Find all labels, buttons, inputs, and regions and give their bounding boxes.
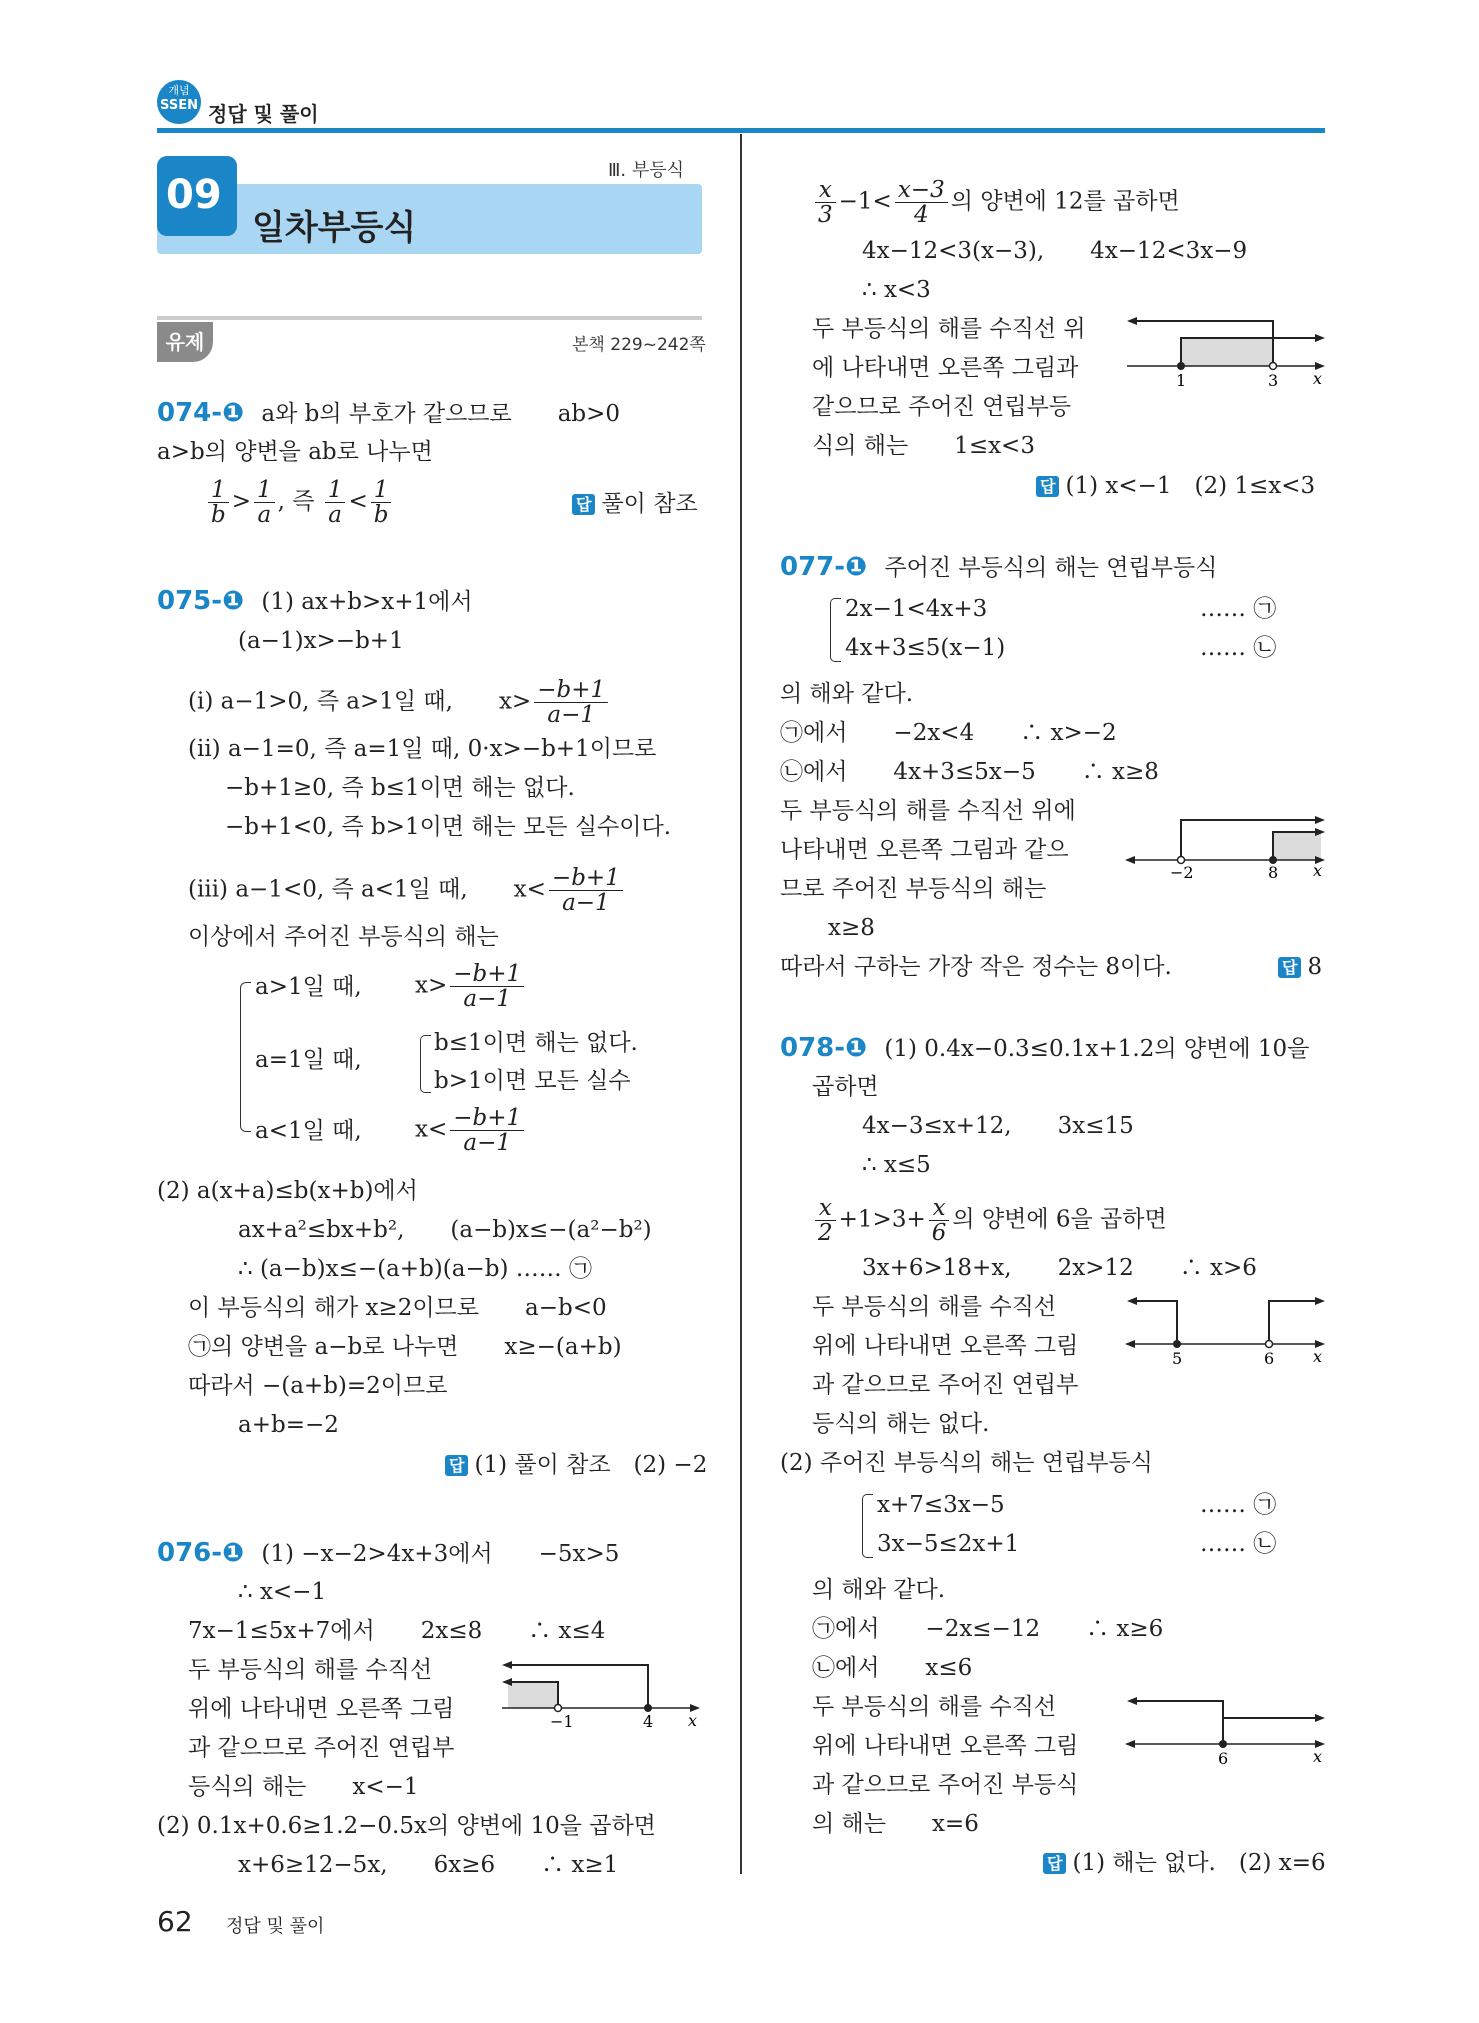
svg-text:1: 1 <box>1176 371 1187 390</box>
problem-076-t1: 두 부등식의 해를 수직선 <box>188 1657 433 1683</box>
problem-078-line5: 3x+6>18+x, 2x>12 ∴ x>6 <box>862 1255 1257 1281</box>
problem-075-p2-7: a+b=−2 <box>238 1412 339 1438</box>
problem-077-t3: 므로 주어진 부등식의 해는 <box>780 876 1047 902</box>
problem-078-line2: 곱하면 <box>812 1074 879 1100</box>
column-divider <box>740 134 742 1874</box>
number-line-076-1 <box>500 1650 710 1730</box>
problem-077-line1: 077-❶ 주어진 부등식의 해는 연립부등식 <box>780 552 1218 582</box>
problem-075-line1: 075-❶ (1) ax+b>x+1에서 <box>157 586 473 616</box>
number-line-076-2 <box>1125 306 1335 396</box>
problem-077-sys2: 4x+3≤5(x−1) <box>845 635 1006 661</box>
problem-077-answer: 답 8 <box>1278 952 1322 983</box>
problem-076-t8: 식의 해는 1≤x<3 <box>812 433 1035 459</box>
problem-076-t7: 같으므로 주어진 연립부등 <box>812 394 1072 420</box>
problem-074-fractions: $\frac{1}{b}$ > $\frac{1}{a}$ , 즉 $\frac{1}{a}$ < $\frac{1}{b}$ <box>205 478 394 527</box>
problem-078-answer: 답 (1) 해는 없다. (2) x=6 <box>1043 1848 1326 1879</box>
svg-text:8: 8 <box>1268 863 1279 880</box>
section-badge: 유제 <box>157 322 213 362</box>
problem-075-p2-5: ㉠의 양변을 a−b로 나누면 x≥−(a+b) <box>188 1334 622 1360</box>
problem-076-line4: (2) 0.1x+0.6≥1.2−0.5x의 양변에 10을 곱하면 <box>157 1813 656 1839</box>
problem-076-line5: x+6≥12−5x, 6x≥6 ∴ x≥1 <box>238 1852 619 1878</box>
problem-076-r2: 4x−12<3(x−3), 4x−12<3x−9 <box>862 238 1248 264</box>
problem-075-s1-val: x> $\frac{-b+1}{a-1}$ <box>415 962 527 1011</box>
number-line-078-2 <box>1125 1686 1335 1766</box>
problem-078-label: 078-❶ <box>780 1033 868 1063</box>
problem-076-r3: ∴ x<3 <box>862 277 931 303</box>
problem-075-case2b: −b+1≥0, 즉 b≤1이면 해는 없다. <box>225 775 575 801</box>
problem-075-inner-brace <box>420 1035 431 1093</box>
problem-075-p2-3: ∴ (a−b)x≤−(a+b)(a−b) …… ㉠ <box>238 1256 593 1282</box>
problem-075-p2-2: ax+a²≤bx+b², (a−b)x≤−(a²−b²) <box>238 1217 652 1243</box>
problem-078-sys2: 3x−5≤2x+1 <box>877 1531 1020 1557</box>
problem-078-tag2: …… ㉡ <box>1200 1531 1277 1557</box>
problem-078-t3: 과 같으므로 주어진 연립부 <box>812 1372 1079 1398</box>
header-logo <box>157 80 201 124</box>
problem-075-summary: 이상에서 주어진 부등식의 해는 <box>188 924 499 950</box>
problem-076-answer: 답 (1) x<−1 (2) 1≤x<3 <box>1036 471 1315 502</box>
header-title: 정답 및 풀이 <box>208 102 319 126</box>
problem-078-tag1: …… ㉠ <box>1200 1492 1277 1518</box>
problem-078-line7: 의 해와 같다. <box>812 1577 946 1603</box>
svg-text:6: 6 <box>1264 1349 1275 1366</box>
problem-078-line4: ∴ x≤5 <box>862 1152 931 1178</box>
svg-text:x: x <box>1313 1347 1323 1366</box>
problem-077-tag1: …… ㉠ <box>1200 596 1277 622</box>
problem-075-case1: (ⅰ) a−1>0, 즉 a>1일 때, x> $\frac{-b+1}{a-1}$ <box>188 678 611 727</box>
number-line-078-1 <box>1125 1286 1335 1366</box>
problem-075-s1: a>1일 때, <box>255 974 362 1000</box>
problem-078-t2: 위에 나타내면 오른쪽 그림 <box>812 1333 1079 1359</box>
problem-074-text1: a와 b의 부호가 같으므로 ab>0 <box>261 401 621 427</box>
problem-078-line1: 078-❶ (1) 0.4x−0.3≤0.1x+1.2의 양변에 10을 <box>780 1033 1310 1063</box>
problem-076-t2: 위에 나타내면 오른쪽 그림 <box>188 1696 455 1722</box>
problem-077-t2: 나타내면 오른쪽 그림과 같으 <box>780 837 1069 863</box>
logo-bottom-text: SSEN <box>160 98 198 113</box>
problem-078-line3: 4x−3≤x+12, 3x≤15 <box>862 1113 1134 1139</box>
problem-077-t4: x≥8 <box>828 915 875 941</box>
problem-076-line1: 076-❶ (1) −x−2>4x+3에서 −5x>5 <box>157 1538 620 1568</box>
problem-076-t6: 에 나타내면 오른쪽 그림과 <box>812 355 1079 381</box>
problem-075-s2a: b≤1이면 해는 없다. <box>434 1030 638 1056</box>
page-number: 62 <box>157 1905 193 1938</box>
svg-text:x: x <box>1313 369 1323 388</box>
problem-075-case2c: −b+1<0, 즉 b>1이면 해는 모든 실수이다. <box>225 814 672 840</box>
problem-075-brace <box>240 982 251 1132</box>
problem-077-line4: ㉡에서 4x+3≤5x−5 ∴ x≥8 <box>780 759 1159 785</box>
problem-077-brace <box>830 598 841 662</box>
problem-076-line2: ∴ x<−1 <box>238 1579 327 1605</box>
svg-text:x: x <box>1313 861 1323 880</box>
problem-078-t6: 위에 나타내면 오른쪽 그림 <box>812 1733 1079 1759</box>
problem-078-line9: ㉡에서 x≤6 <box>812 1655 973 1681</box>
problem-076-t4: 등식의 해는 x<−1 <box>188 1774 419 1800</box>
section-rule <box>157 316 702 320</box>
problem-077-line5: 따라서 구하는 가장 작은 정수는 8이다. <box>780 954 1172 980</box>
problem-077-line3: ㉠에서 −2x<4 ∴ x>−2 <box>780 720 1117 746</box>
footer-label: 정답 및 풀이 <box>226 1916 325 1937</box>
problem-075-s2: a=1일 때, <box>255 1047 362 1073</box>
problem-075-answer: 답 (1) 풀이 참조 (2) −2 <box>445 1450 707 1481</box>
problem-077-t1: 두 부등식의 해를 수직선 위에 <box>780 798 1076 824</box>
chapter-banner <box>157 184 702 254</box>
svg-text:3: 3 <box>1268 371 1279 390</box>
svg-text:−1: −1 <box>550 1712 574 1730</box>
problem-077-tag2: …… ㉡ <box>1200 635 1277 661</box>
problem-074-label: 074-❶ <box>157 398 245 428</box>
number-line-077 <box>1125 800 1335 880</box>
problem-074-line2: a>b의 양변을 ab로 나누면 <box>157 439 433 465</box>
problem-075-line2: (a−1)x>−b+1 <box>238 628 404 654</box>
svg-text:5: 5 <box>1172 1349 1183 1366</box>
svg-text:x: x <box>1313 1747 1323 1766</box>
problem-076-line3: 7x−1≤5x+7에서 2x≤8 ∴ x≤4 <box>188 1618 606 1644</box>
problem-077-sys1: 2x−1<4x+3 <box>845 596 988 622</box>
problem-078-sys1: x+7≤3x−5 <box>877 1492 1005 1518</box>
problem-075-case3: (ⅲ) a−1<0, 즉 a<1일 때, x< $\frac{-b+1}{a-1}$ <box>188 866 626 915</box>
problem-076-r1: $\frac{x}{3}$ −1< $\frac{x-3}{4}$ 의 양변에 12를 곱하면 <box>812 178 1180 227</box>
problem-078-t4: 등식의 해는 없다. <box>812 1411 990 1437</box>
problem-077-line2: 의 해와 같다. <box>780 681 914 707</box>
problem-078-t5: 두 부등식의 해를 수직선 <box>812 1694 1057 1720</box>
problem-074-answer: 답 풀이 참조 <box>572 489 698 520</box>
chapter-number: 09 <box>166 172 222 218</box>
problem-074-line1 <box>157 398 620 429</box>
problem-075-p2-6: 따라서 −(a+b)=2이므로 <box>188 1373 448 1399</box>
problem-077-label: 077-❶ <box>780 552 868 582</box>
logo-top-text: 개념 <box>168 84 190 97</box>
svg-text:6: 6 <box>1218 1749 1229 1766</box>
problem-078-brace <box>862 1494 873 1558</box>
chapter-title: 일차부등식 <box>252 208 417 248</box>
problem-075-case2a: (ⅱ) a−1=0, 즉 a=1일 때, 0·x>−b+1이므로 <box>188 736 657 762</box>
problem-075-s3-val: x< $\frac{-b+1}{a-1}$ <box>415 1106 527 1155</box>
chapter-part: Ⅲ. 부등식 <box>608 160 685 181</box>
problem-078-fraction-line: $\frac{x}{2}$ +1>3+ $\frac{x}{6}$ 의 양변에 6을 곱하면 <box>812 1196 1167 1245</box>
problem-078-line6: (2) 주어진 부등식의 해는 연립부등식 <box>780 1450 1153 1476</box>
problem-078-t8: 의 해는 x=6 <box>812 1811 979 1837</box>
svg-text:4: 4 <box>643 1712 654 1730</box>
problem-075-p2-1: (2) a(x+a)≤b(x+b)에서 <box>157 1178 418 1204</box>
problem-075-s3: a<1일 때, <box>255 1118 362 1144</box>
problem-076-t3: 과 같으므로 주어진 연립부 <box>188 1735 455 1761</box>
problem-075-label: 075-❶ <box>157 586 245 616</box>
problem-075-p2-4: 이 부등식의 해가 x≥2이므로 a−b<0 <box>188 1295 607 1321</box>
svg-text:x: x <box>688 1711 698 1730</box>
header-rule <box>157 128 1325 133</box>
problem-075-s2b: b>1이면 모든 실수 <box>434 1068 631 1094</box>
problem-078-line8: ㉠에서 −2x≤−12 ∴ x≥6 <box>812 1616 1164 1642</box>
problem-078-t7: 과 같으므로 주어진 부등식 <box>812 1772 1079 1798</box>
svg-text:−2: −2 <box>1170 863 1194 880</box>
problem-076-label: 076-❶ <box>157 1538 245 1568</box>
problem-076-t5: 두 부등식의 해를 수직선 위 <box>812 316 1086 342</box>
problem-078-t1: 두 부등식의 해를 수직선 <box>812 1294 1057 1320</box>
section-pages: 본책 229~242쪽 <box>572 335 706 355</box>
